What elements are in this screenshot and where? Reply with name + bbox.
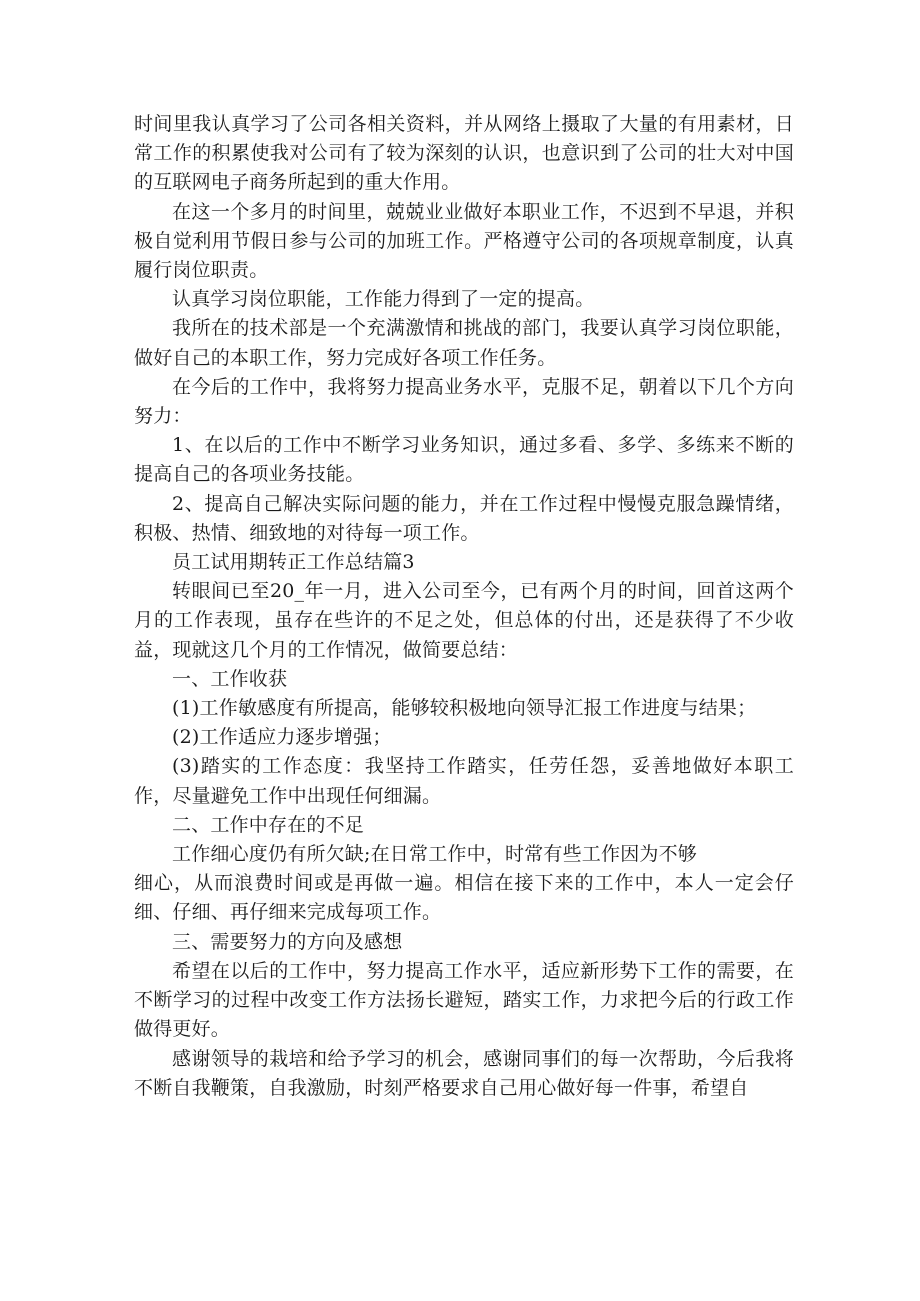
paragraph: 认真学习岗位职能，工作能力得到了一定的提高。 xyxy=(172,288,595,311)
paragraph: 时间里我认真学习了公司各相关资料，并从网络上摄取了大量的有用素材，日常工作的积累使我对公司有了较为深刻的认识，也意识到了公司的壮大对中国的互联网电子商务所起到的重大作用。 xyxy=(134,113,794,194)
paragraph: 转眼间已至20_年一月，进入公司至今，已有两个月的时间，回首这两个月的工作表现，虽存在些许的不足之处，但总体的付出，还是获得了不少收益，现就这几个月的工作情况，做简要总结： xyxy=(134,580,794,661)
list-item: (2)工作适应力逐步增强； xyxy=(172,726,392,749)
paragraph: 感谢领导的栽培和给予学习的机会，感谢同事们的每一次帮助，今后我将不断自我鞭策，自我激励，时刻严格要求自己用心做好每一件事，希望自 xyxy=(134,1047,794,1099)
paragraph: 工作细心度仍有所欠缺;在日常工作中，时常有些工作因为不够 xyxy=(172,843,698,866)
list-item: 2、提高自己解决实际问题的能力，并在工作过程中慢慢克服急躁情绪，积极、热情、细致地的对待每一项工作。 xyxy=(134,492,794,544)
paragraph: 细心，从而浪费时间或是再做一遍。相信在接下来的工作中，本人一定会仔细、仔细、再仔细来完成每项工作。 xyxy=(134,872,794,924)
list-item: (1)工作敏感度有所提高，能够较积极地向领导汇报工作进度与结果； xyxy=(172,697,757,720)
section-heading: 二、工作中存在的不足 xyxy=(172,813,365,836)
paragraph: 我所在的技术部是一个充满激情和挑战的部门，我要认真学习岗位职能，做好自己的本职工作，努力完成好各项工作任务。 xyxy=(134,317,794,369)
paragraph: 希望在以后的工作中，努力提高工作水平，适应新形势下工作的需要，在不断学习的过程中改变工作方法扬长避短，踏实工作，力求把今后的行政工作做得更好。 xyxy=(134,959,794,1041)
section-heading: 三、需要努力的方向及感想 xyxy=(172,930,403,953)
list-item: 1、在以后的工作中不断学习业务知识，通过多看、多学、多练来不断的提高自己的各项业务技能。 xyxy=(134,434,794,486)
paragraph: 在今后的工作中，我将努力提高业务水平，克服不足，朝着以下几个方向努力： xyxy=(134,375,794,428)
list-item: (3)踏实的工作态度：我坚持工作踏实，任劳任怨，妥善地做好本职工作，尽量避免工作中出现任何细漏。 xyxy=(134,755,794,807)
section-heading: 员工试用期转正工作总结篇3 xyxy=(172,551,415,574)
document-body xyxy=(134,110,794,1103)
section-heading: 一、工作收获 xyxy=(172,667,288,690)
paragraph: 在这一个多月的时间里，兢兢业业做好本职业工作，不迟到不早退，并积极自觉利用节假日参与公司的加班工作。严格遵守公司的各项规章制度，认真履行岗位职责。 xyxy=(134,200,794,282)
